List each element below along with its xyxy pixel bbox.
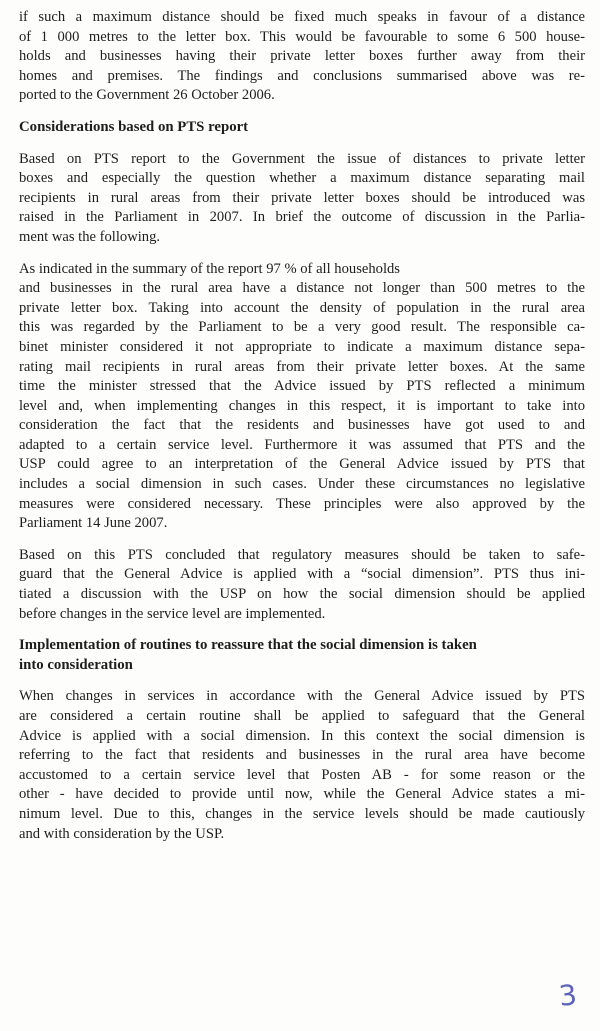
paragraph-routine <box>19 687 585 844</box>
text-line: Parliament 14 June 2007. <box>19 515 168 532</box>
text-line: Based on PTS report to the Government the issue of distances to private letter <box>19 150 585 167</box>
text-line: USP could agree to an interpretation of the General Advice issued by PTS that <box>19 456 585 473</box>
text-line: measures were considered necessary. These principles were also approved by the <box>19 495 585 512</box>
text-line: adapted to a certain service level. Furthermore it was assumed that PTS and the <box>19 436 585 453</box>
text-line: this was regarded by the Parliament to be a very good result. The responsible ca- <box>19 319 585 336</box>
text-line: accustomed to a certain service level that Posten AB - for some reason or the <box>19 766 585 783</box>
text-line: referring to the fact that residents and businesses in the rural area have become <box>19 747 585 764</box>
text-line: Based on this PTS concluded that regulatory measures should be taken to safe- <box>19 546 585 563</box>
text-line: Advice is applied with a social dimension. In this context the social dimension is <box>19 727 585 744</box>
text-line: and with consideration by the USP. <box>19 825 225 842</box>
section-heading-considerations <box>19 118 585 138</box>
text-line: before changes in the service level are implemented. <box>19 605 326 622</box>
text-line: private letter box. Taking into account the density of population in the rural area <box>19 299 585 316</box>
text-line: and businesses in the rural area have a distance not longer than 500 metres to the <box>19 280 585 297</box>
text-line: recipients in rural areas from their private letter boxes should be introduced was <box>19 189 585 206</box>
section-heading-implementation <box>19 636 585 675</box>
text-line: ported to the Government 26 October 2006. <box>19 87 275 104</box>
text-line: level and, when implementing changes in this respect, it is important to take into <box>19 397 585 414</box>
text-line: binet minister considered it not appropriate to indicate a maximum distance sepa- <box>19 338 585 355</box>
text-line: tiated a discussion with the USP on how the social dimension should be applied <box>19 586 585 603</box>
paragraph-pts-report <box>19 150 585 248</box>
text-line: nimum level. Due to this, changes in the service levels should be made cautiously <box>19 805 585 822</box>
text-line: homes and premises. The findings and conclusions summarised above was re- <box>19 67 585 84</box>
text-line: are considered a certain routine shall be applied to safeguard that the General <box>19 708 585 724</box>
heading-line: Considerations based on PTS report <box>19 118 249 135</box>
text-line: includes a social dimension in such cases. Under these circumstances no legislative <box>19 476 585 493</box>
text-line: raised in the Parliament in 2007. In brief the outcome of discussion in the Parlia- <box>19 209 585 226</box>
text-line: of 1 000 metres to the letter box. This would be favourable to some 6 500 house- <box>19 28 585 45</box>
text-line: if such a maximum distance should be fixed much speaks in favour of a distance <box>19 9 585 25</box>
paragraph-distance-conclusion <box>19 8 585 106</box>
text-line: guard that the General Advice is applied with a “social dimension”. PTS thus ini- <box>19 566 585 583</box>
text-line: other - have decided to provide until now, while the General Advice states a mi- <box>19 786 585 803</box>
text-line: rating mail recipients in rural areas from their private letter boxes. At the same <box>19 358 585 375</box>
text-line: ment was the following. <box>19 228 161 245</box>
text-line: boxes and especially the question whether a maximum distance separating mail <box>19 170 585 187</box>
paragraph-social-dimension <box>19 546 585 624</box>
text-line: holds and businesses having their private letter boxes further away from their <box>19 48 585 65</box>
document-body <box>19 8 585 844</box>
heading-line: into consideration <box>19 656 133 673</box>
paragraph-parliament-outcome <box>19 260 585 534</box>
page-number: 3 <box>557 978 579 1013</box>
text-line: As indicated in the summary of the report 97 % of all households <box>19 260 400 277</box>
text-line: consideration the fact that the residents and businesses have got used to and <box>19 417 585 434</box>
text-line: When changes in services in accordance with the General Advice issued by PTS <box>19 688 585 705</box>
heading-line: Implementation of routines to reassure that the social dimension is taken <box>19 637 477 654</box>
text-line: time the minister stressed that the Advice issued by PTS reflected a minimum <box>19 378 585 395</box>
